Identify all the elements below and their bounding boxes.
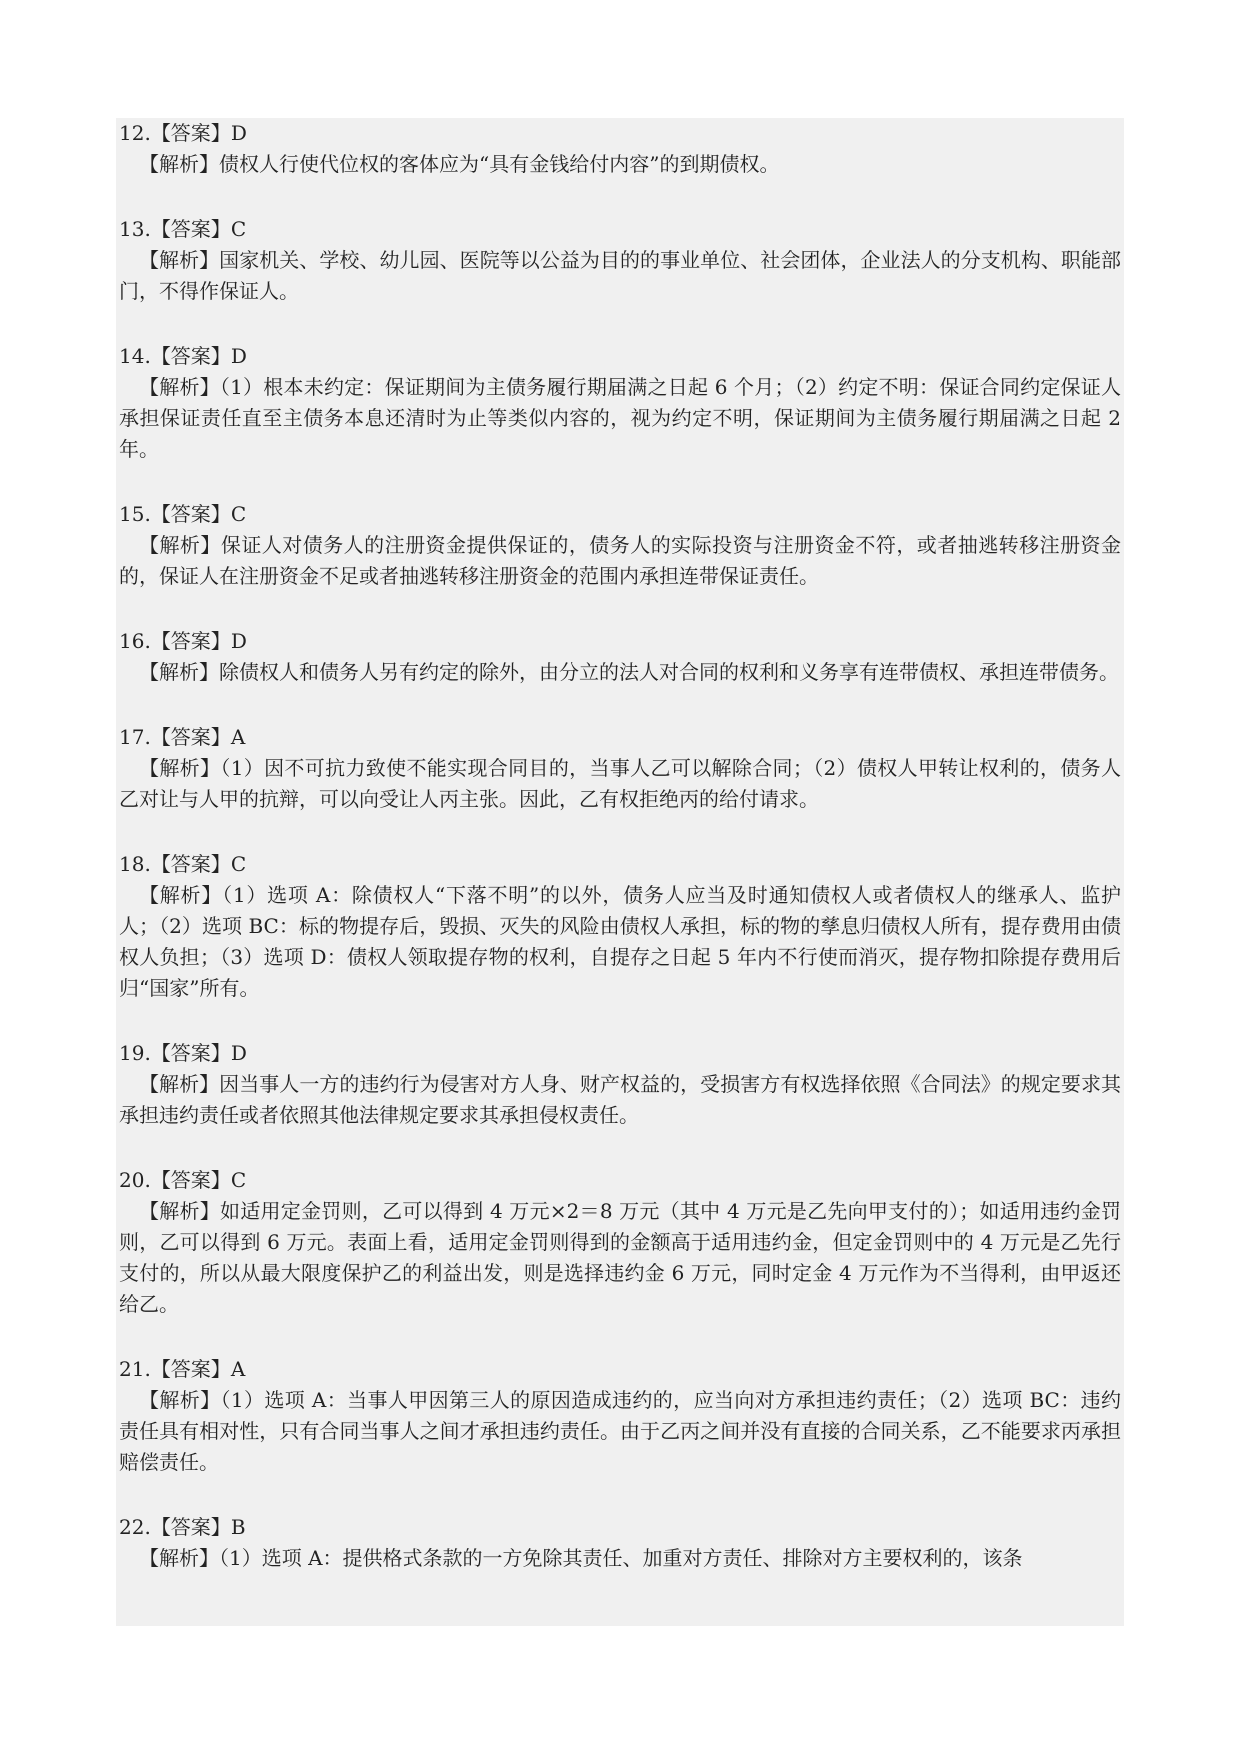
- answer-line: [119, 341, 1121, 372]
- answer-line: [119, 849, 1121, 880]
- question-number: 18.: [119, 852, 151, 876]
- analysis-text: 国家机关、学校、幼儿园、医院等以公益为目的的事业单位、社会团体，企业法人的分支机构、职能部门，不得作保证人。: [119, 248, 1122, 303]
- analysis-line: [119, 149, 1121, 180]
- question-number: 21.: [119, 1357, 151, 1381]
- analysis-tag: 【解析】: [139, 883, 223, 907]
- analysis-text: （1）根本未约定：保证期间为主债务履行期届满之日起 6 个月；（2）约定不明：保证合同约定保证人承担保证责任直至主债务本息还清时为止等类似内容的，视为约定不明，保证期间为主债务履行期届满之日起 2 年。: [119, 375, 1121, 461]
- analysis-text: （1）因不可抗力致使不能实现合同目的，当事人乙可以解除合同；（2）债权人甲转让权利的，债务人乙对让与人甲的抗辩，可以向受让人丙主张。因此，乙有权拒绝丙的给付请求。: [119, 756, 1122, 811]
- document-page: [116, 118, 1124, 1626]
- answer-value: C: [230, 217, 247, 241]
- answer-tag: 【答案】: [150, 629, 231, 653]
- analysis-tag: 【解析】: [139, 1388, 221, 1412]
- answer-item-18: [119, 849, 1121, 1004]
- analysis-text: 债权人行使代位权的客体应为“具有金钱给付内容”的到期债权。: [219, 152, 780, 176]
- answer-value: A: [230, 1357, 246, 1381]
- answer-line: [119, 1354, 1121, 1385]
- question-number: 14.: [119, 344, 151, 368]
- analysis-line: [119, 753, 1121, 815]
- analysis-tag: 【解析】: [139, 1546, 219, 1570]
- answer-value: C: [230, 852, 247, 876]
- analysis-line: [119, 657, 1121, 688]
- analysis-line: [119, 372, 1121, 465]
- analysis-text: 保证人对债务人的注册资金提供保证的，债务人的实际投资与注册资金不符，或者抽逃转移注册资金的，保证人在注册资金不足或者抽逃转移注册资金的范围内承担连带保证责任。: [119, 533, 1122, 588]
- answer-item-15: [119, 499, 1121, 592]
- analysis-line: [119, 245, 1121, 307]
- answer-value: C: [230, 1168, 247, 1192]
- answer-tag: 【答案】: [150, 121, 231, 145]
- analysis-tag: 【解析】: [139, 375, 220, 399]
- answer-item-20: [119, 1165, 1121, 1320]
- answer-line: [119, 499, 1121, 530]
- answer-value: D: [230, 344, 247, 368]
- analysis-tag: 【解析】: [139, 533, 221, 557]
- answer-value: A: [230, 725, 246, 749]
- analysis-tag: 【解析】: [139, 1199, 221, 1223]
- analysis-tag: 【解析】: [139, 1072, 220, 1096]
- answer-value: B: [230, 1515, 246, 1539]
- answer-item-21: [119, 1354, 1121, 1478]
- question-number: 19.: [119, 1041, 151, 1065]
- answer-tag: 【答案】: [150, 852, 231, 876]
- answer-line: [119, 1165, 1121, 1196]
- answer-tag: 【答案】: [150, 725, 231, 749]
- answer-value: D: [230, 1041, 247, 1065]
- answer-tag: 【答案】: [150, 1168, 231, 1192]
- answer-tag: 【答案】: [150, 502, 231, 526]
- answer-tag: 【答案】: [150, 217, 231, 241]
- question-number: 22.: [119, 1515, 151, 1539]
- answer-line: [119, 1038, 1121, 1069]
- question-number: 12.: [119, 121, 151, 145]
- answer-item-14: [119, 341, 1121, 465]
- question-number: 16.: [119, 629, 151, 653]
- analysis-line: [119, 1196, 1121, 1320]
- answer-item-22: [119, 1512, 1121, 1574]
- analysis-tag: 【解析】: [139, 248, 220, 272]
- question-number: 15.: [119, 502, 151, 526]
- analysis-tag: 【解析】: [139, 756, 221, 780]
- analysis-text: 除债权人和债务人另有约定的除外，由分立的法人对合同的权利和义务享有连带债权、承担连带债务。: [219, 660, 1119, 684]
- answer-line: [119, 214, 1121, 245]
- question-number: 13.: [119, 217, 151, 241]
- answer-value: D: [230, 629, 247, 653]
- answer-item-12: [119, 118, 1121, 180]
- analysis-line: [119, 880, 1121, 1004]
- analysis-line: [119, 1543, 1121, 1574]
- answer-value: C: [230, 502, 247, 526]
- answer-tag: 【答案】: [150, 1357, 231, 1381]
- analysis-text: （1）选项 A：提供格式条款的一方免除其责任、加重对方责任、排除对方主要权利的，该条: [219, 1546, 1023, 1570]
- answer-line: [119, 626, 1121, 657]
- answer-tag: 【答案】: [150, 344, 231, 368]
- answer-line: [119, 722, 1121, 753]
- answer-value: D: [230, 121, 247, 145]
- analysis-text: 如适用定金罚则，乙可以得到 4 万元×2＝8 万元（其中 4 万元是乙先向甲支付的）；如适用违约金罚则，乙可以得到 6 万元。表面上看，适用定金罚则得到的金额高于适用违约金，但定金罚则中的 4 万元是乙先行支付的，所以从最大限度保护乙的利益出发，则是选择违约金 6 万元，同时定金 4 万元作为不当得利，由甲返还给乙。: [119, 1199, 1121, 1316]
- question-number: 20.: [119, 1168, 151, 1192]
- answer-tag: 【答案】: [150, 1515, 231, 1539]
- answer-item-16: [119, 626, 1121, 688]
- question-number: 17.: [119, 725, 151, 749]
- analysis-line: [119, 1385, 1121, 1478]
- analysis-line: [119, 530, 1121, 592]
- answer-item-13: [119, 214, 1121, 307]
- analysis-text: （1）选项 A：当事人甲因第三人的原因造成违约的，应当向对方承担违约责任；（2）选项 BC：违约责任具有相对性，只有合同当事人之间才承担违约责任。由于乙丙之间并没有直接的合同关系，乙不能要求丙承担赔偿责任。: [119, 1388, 1122, 1474]
- analysis-tag: 【解析】: [139, 152, 219, 176]
- analysis-line: [119, 1069, 1121, 1131]
- analysis-text: 因当事人一方的违约行为侵害对方人身、财产权益的，受损害方有权选择依照《合同法》的规定要求其承担违约责任或者依照其他法律规定要求其承担侵权责任。: [119, 1072, 1122, 1127]
- analysis-text: （1）选项 A：除债权人“下落不明”的以外，债务人应当及时通知债权人或者债权人的继承人、监护人；（2）选项 BC：标的物提存后，毁损、灭失的风险由债权人承担，标的物的孳息归债权人所有，提存费用由债权人负担；（3）选项 D：债权人领取提存物的权利，自提存之日起 5 年内不行使而消灭，提存物扣除提存费用后归“国家”所有。: [119, 883, 1121, 1000]
- answer-item-17: [119, 722, 1121, 815]
- answer-line: [119, 118, 1121, 149]
- answer-tag: 【答案】: [150, 1041, 231, 1065]
- answer-line: [119, 1512, 1121, 1543]
- answer-item-19: [119, 1038, 1121, 1131]
- analysis-tag: 【解析】: [139, 660, 219, 684]
